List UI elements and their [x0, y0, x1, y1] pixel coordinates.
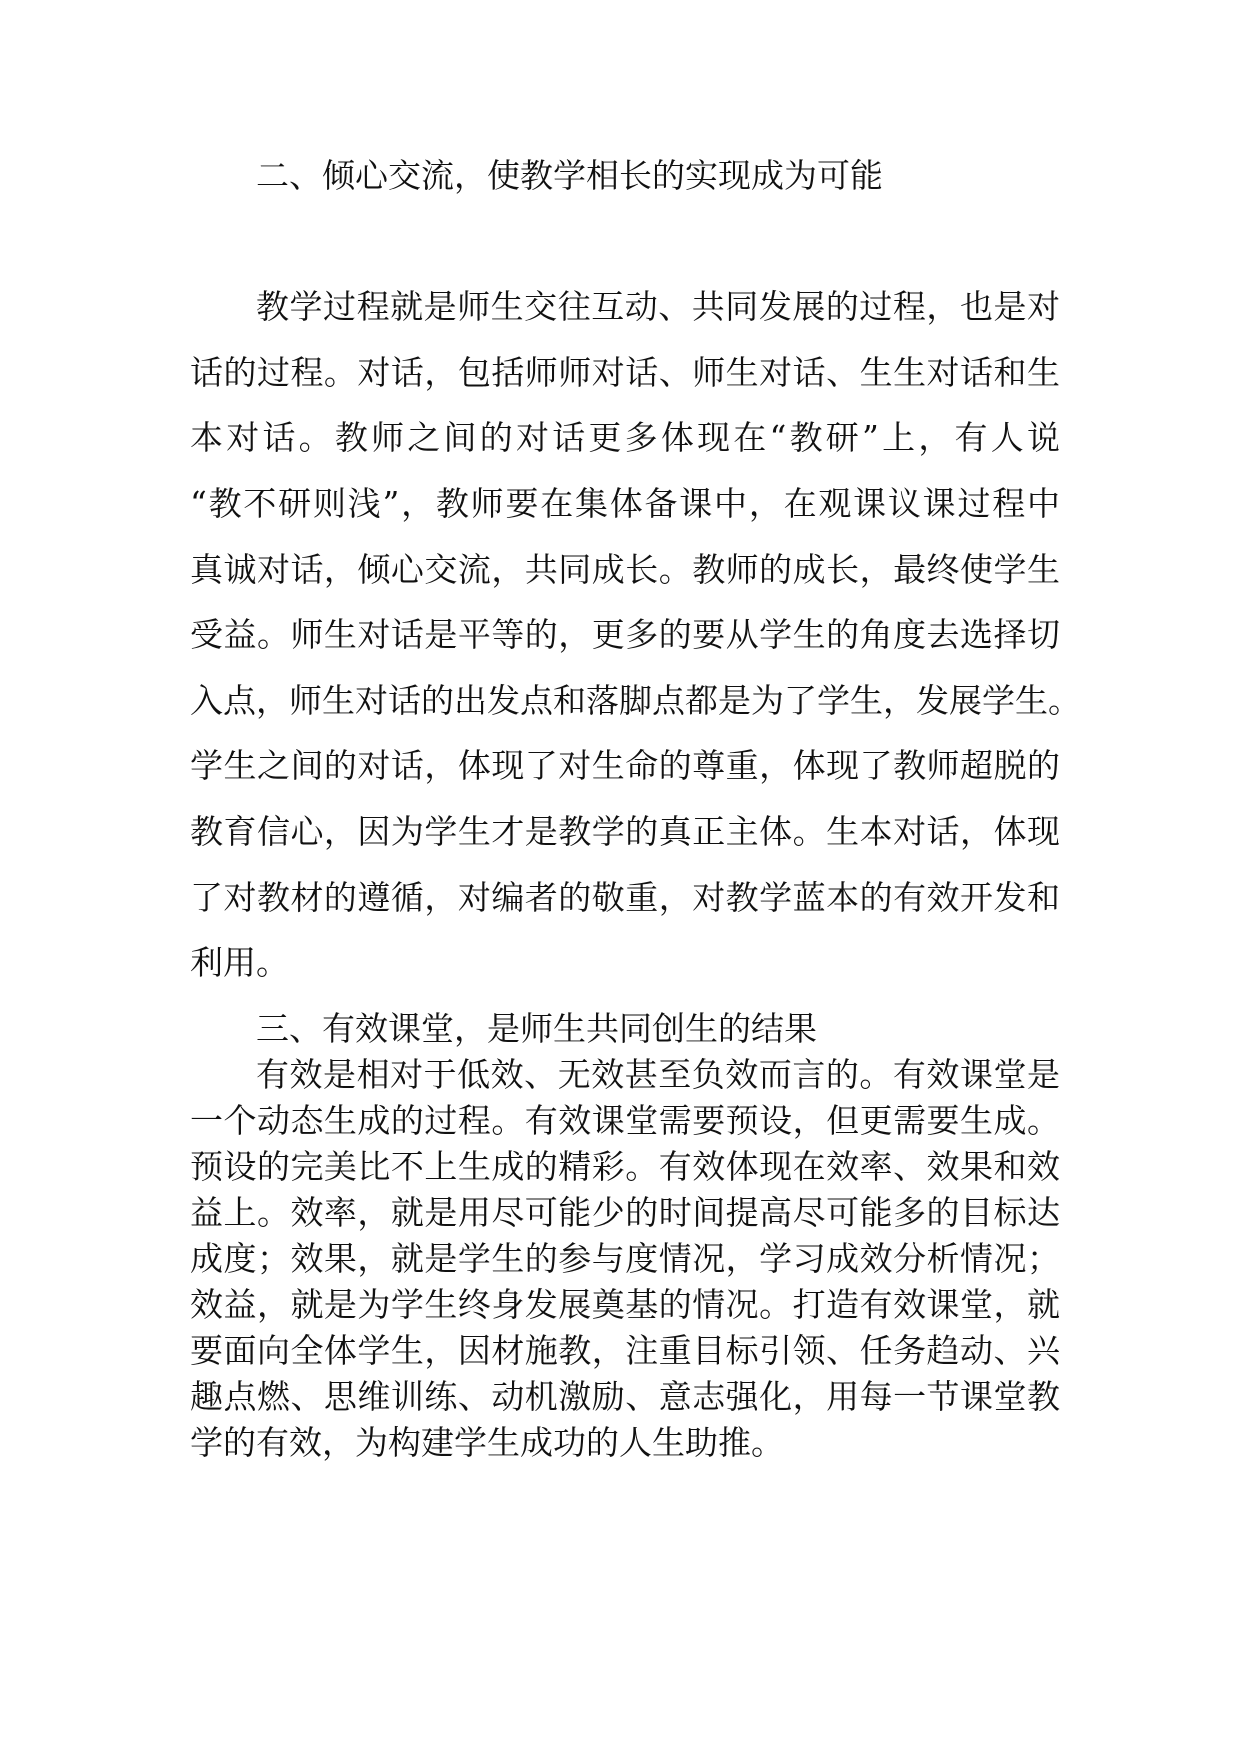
section-2-line: 话的过程。对话，包括师师对话、师生对话、生生对话和生 — [190, 353, 1060, 392]
section-2-line: 了对教材的遵循，对编者的敬重，对教学蓝本的有效开发和 — [190, 878, 1060, 917]
section-3-line: 预设的完美比不上生成的精彩。有效体现在效率、效果和效 — [190, 1147, 1060, 1186]
section-3-line: 益上。效率，就是用尽可能少的时间提高尽可能多的目标达 — [190, 1193, 1060, 1232]
section-2-heading: 二、倾心交流，使教学相长的实现成为可能 — [256, 156, 883, 195]
section-3-line: 成度；效果，就是学生的参与度情况，学习成效分析情况； — [190, 1239, 1060, 1278]
section-2-line: 真诚对话，倾心交流，共同成长。教师的成长，最终使学生 — [190, 550, 1060, 589]
section-3-line: 有效是相对于低效、无效甚至负效而言的。有效课堂是 — [256, 1055, 1060, 1094]
section-3-line: 效益，就是为学生终身发展奠基的情况。打造有效课堂，就 — [190, 1285, 1060, 1324]
section-2-line: 受益。师生对话是平等的，更多的要从学生的角度去选择切 — [190, 615, 1060, 654]
section-2-line: 学生之间的对话，体现了对生命的尊重，体现了教师超脱的 — [190, 746, 1060, 785]
section-3-line: 要面向全体学生，因材施教，注重目标引领、任务趋动、兴 — [190, 1331, 1060, 1370]
section-3-line: 趣点燃、思维训练、动机激励、意志强化，用每一节课堂教 — [190, 1377, 1060, 1416]
section-3-line: 学的有效，为构建学生成功的人生助推。 — [190, 1423, 784, 1462]
section-2-line: 教学过程就是师生交往互动、共同发展的过程，也是对 — [256, 287, 1060, 326]
section-2-line: “教不研则浅”，教师要在集体备课中，在观课议课过程中 — [190, 484, 1060, 523]
section-2-line: 利用。 — [190, 943, 289, 982]
section-2-line: 本对话。教师之间的对话更多体现在“教研”上，有人说 — [190, 418, 1060, 457]
section-2-line: 入点，师生对话的出发点和落脚点都是为了学生，发展学生。 — [190, 681, 1081, 720]
section-3-heading: 三、有效课堂，是师生共同创生的结果 — [256, 1009, 817, 1048]
section-2-line: 教育信心，因为学生才是教学的真正主体。生本对话，体现 — [190, 812, 1060, 851]
section-3-line: 一个动态生成的过程。有效课堂需要预设，但更需要生成。 — [190, 1101, 1060, 1140]
